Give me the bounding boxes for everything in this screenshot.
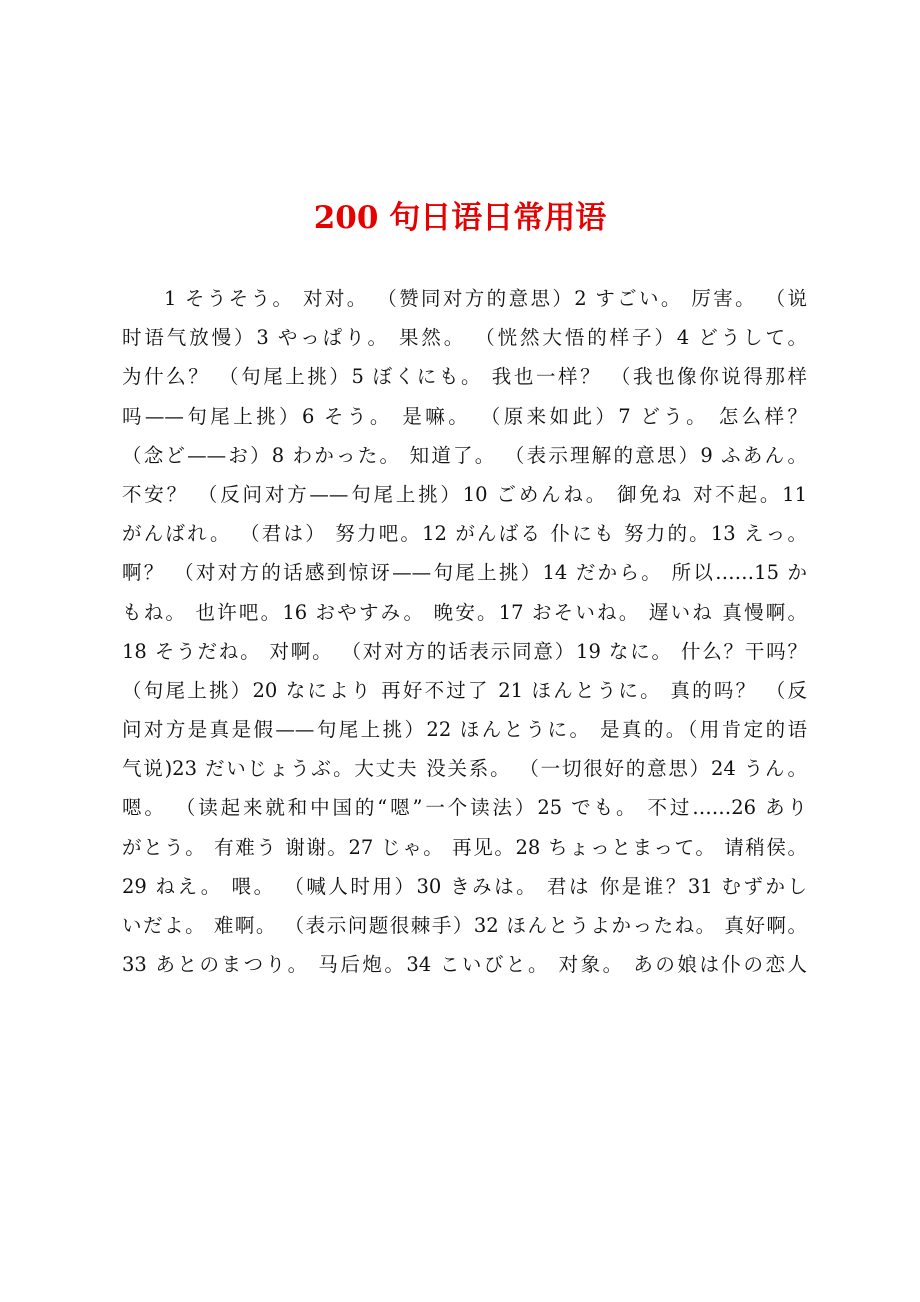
body-line: 气说)23 だいじょうぶ。大丈夫 没关系。 （一切很好的意思）24 うん。 [122,757,807,781]
body-line: 33 あとのまつり。 马后炮。34 こいびと。 对象。 あの娘は仆の恋人 [122,953,807,977]
body-line: 嗯。 （读起来就和中国的“嗯”一个读法）25 でも。 不过……26 あり [122,796,807,820]
body-line: （念ど——お）8 わかった。 知道了。 （表示理解的意思）9 ふあん。 [122,443,807,467]
body-line: 啊？ （对对方的话感到惊讶——句尾上挑）14 だから。 所以……15 か [122,561,807,585]
body-line: がとう。 有难う 谢谢。27 じゃ。 再见。28 ちょっとまって。 请稍侯。 [122,835,807,859]
body-line: 吗——句尾上挑）6 そう。 是嘛。 （原来如此）7 どう。 怎么样？ [122,404,807,428]
body-line: 时语气放慢）3 やっぱり。 果然。 （恍然大悟的样子）4 どうして。 [122,326,807,350]
document-title: 200 句日语日常用语 [313,200,607,236]
body-line: がんばれ。 （君は） 努力吧。12 がんばる 仆にも 努力的。13 えっ。 [122,522,807,546]
body-line: （句尾上挑）20 なにより 再好不过了 21 ほんとうに。 真的吗？ （反 [122,678,807,702]
body-line: 为什么？ （句尾上挑）5 ぼくにも。 我也一样？ （我也像你说得那样 [122,365,807,389]
body-line: 18 そうだね。 对啊。 （对对方的话表示同意）19 なに。 什么？干吗？ [122,639,807,663]
body-line: 29 ねえ。 喂。 （喊人时用）30 きみは。 君は 你是谁？31 むずかし [122,874,807,898]
body-line: もね。 也许吧。16 おやすみ。 晚安。17 おそいね。 遅いね 真慢啊。 [122,600,807,624]
document-body [122,279,807,984]
body-line: 不安？ （反问对方——句尾上挑）10 ごめんね。 御免ね 对不起。11 [122,482,807,506]
body-line: 1 そうそう。 对对。 （赞同对方的意思）2 すごい。 厉害。 （说 [164,287,807,310]
body-line: いだよ。 难啊。 （表示问题很棘手）32 ほんとうよかったね。 真好啊。 [122,914,807,937]
body-line: 问对方是真是假——句尾上挑）22 ほんとうに。 是真的。（用肯定的语 [122,718,807,742]
